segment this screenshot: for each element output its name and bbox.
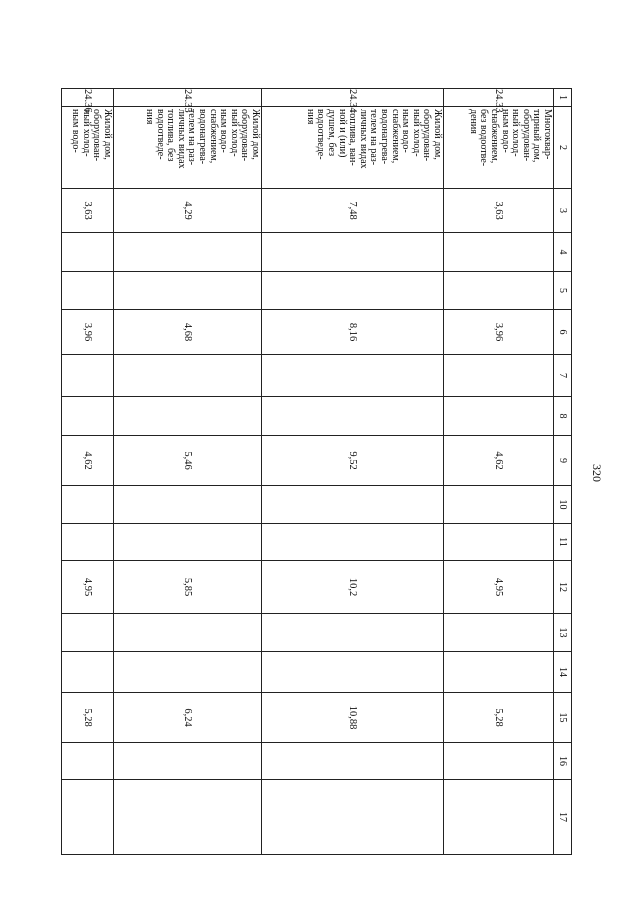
header-cell: 8 — [554, 397, 572, 436]
value-cell — [262, 233, 444, 272]
value-cell: 5,28 — [62, 693, 114, 743]
value-cell: 9,52 — [262, 436, 444, 486]
header-cell: 1 — [554, 89, 572, 107]
header-cell: 6 — [554, 310, 572, 355]
value-cell — [114, 486, 262, 524]
value-cell — [444, 780, 554, 855]
table-row — [444, 89, 554, 855]
value-cell — [114, 233, 262, 272]
value-cell — [262, 743, 444, 780]
value-cell: 5,28 — [444, 693, 554, 743]
row-description: Жилой дом, оборудован- ный холод- ным водо- снабжением, водонагрева- телем на раз- личных видах топлива, без водоотведе- ния — [114, 107, 262, 189]
value-cell: 3,96 — [444, 310, 554, 355]
row-description: Многоквар- тирный дом, оборудован- ный холод- ным водо- снабжением, без водоотве- дения — [444, 107, 554, 189]
header-cell: 15 — [554, 693, 572, 743]
value-cell — [262, 614, 444, 652]
value-cell — [62, 743, 114, 780]
value-cell — [114, 524, 262, 561]
value-cell — [114, 355, 262, 397]
value-cell: 3,63 — [444, 189, 554, 233]
value-cell — [262, 272, 444, 310]
value-cell: 4,29 — [114, 189, 262, 233]
header-cell: 17 — [554, 780, 572, 855]
header-cell: 2 — [554, 107, 572, 189]
value-cell: 7,48 — [262, 189, 444, 233]
value-cell — [62, 355, 114, 397]
value-cell — [444, 743, 554, 780]
value-cell — [444, 233, 554, 272]
header-cell: 11 — [554, 524, 572, 561]
value-cell: 4,62 — [444, 436, 554, 486]
value-cell: 10,88 — [262, 693, 444, 743]
rotated-tariff-table — [62, 88, 572, 854]
value-cell — [444, 397, 554, 436]
header-cell: 3 — [554, 189, 572, 233]
header-cell: 13 — [554, 614, 572, 652]
table-row — [262, 89, 444, 855]
value-cell — [62, 486, 114, 524]
value-cell — [114, 652, 262, 693]
value-cell — [444, 524, 554, 561]
value-cell: 10,2 — [262, 561, 444, 614]
value-cell: 4,95 — [444, 561, 554, 614]
value-cell — [62, 233, 114, 272]
row-description: Жилой дом, оборудован- ный холод- ным водо- — [62, 107, 114, 189]
value-cell: 4,95 — [62, 561, 114, 614]
value-cell — [62, 652, 114, 693]
value-cell — [262, 652, 444, 693]
value-cell — [262, 780, 444, 855]
value-cell: 4,62 — [62, 436, 114, 486]
value-cell — [62, 272, 114, 310]
header-cell: 7 — [554, 355, 572, 397]
value-cell — [62, 524, 114, 561]
header-cell: 4 — [554, 233, 572, 272]
value-cell — [444, 652, 554, 693]
value-cell — [114, 397, 262, 436]
header-cell: 5 — [554, 272, 572, 310]
row-description: Жилой дом, оборудован- ный холод- ным водо- снабжением, водонагрева- телем на раз- личных видах топлива, ван- ной и (или) душем, без водоотведе- ния — [262, 107, 444, 189]
value-cell: 3,63 — [62, 189, 114, 233]
value-cell — [444, 614, 554, 652]
row-code: 24.35 — [114, 89, 262, 107]
header-row — [554, 89, 572, 855]
value-cell — [262, 524, 444, 561]
value-cell — [444, 272, 554, 310]
value-cell — [444, 355, 554, 397]
value-cell — [114, 743, 262, 780]
row-code: 24.33 — [444, 89, 554, 107]
table-row — [62, 89, 114, 855]
value-cell — [62, 780, 114, 855]
header-cell: 9 — [554, 436, 572, 486]
value-cell — [62, 614, 114, 652]
page-number: 320 — [590, 464, 604, 482]
value-cell — [62, 397, 114, 436]
value-cell: 4,68 — [114, 310, 262, 355]
header-cell: 14 — [554, 652, 572, 693]
value-cell: 5,85 — [114, 561, 262, 614]
value-cell: 3,96 — [62, 310, 114, 355]
row-code: 24.36 — [62, 89, 114, 107]
tariff-table — [61, 88, 572, 855]
value-cell: 8,16 — [262, 310, 444, 355]
value-cell: 5,46 — [114, 436, 262, 486]
value-cell — [262, 355, 444, 397]
value-cell: 6,24 — [114, 693, 262, 743]
value-cell — [114, 272, 262, 310]
table-frame — [62, 88, 572, 854]
row-code: 24.34 — [262, 89, 444, 107]
value-cell — [444, 486, 554, 524]
value-cell — [114, 780, 262, 855]
table-row — [114, 89, 262, 855]
value-cell — [262, 486, 444, 524]
header-cell: 10 — [554, 486, 572, 524]
header-cell: 12 — [554, 561, 572, 614]
header-cell: 16 — [554, 743, 572, 780]
value-cell — [262, 397, 444, 436]
value-cell — [114, 614, 262, 652]
